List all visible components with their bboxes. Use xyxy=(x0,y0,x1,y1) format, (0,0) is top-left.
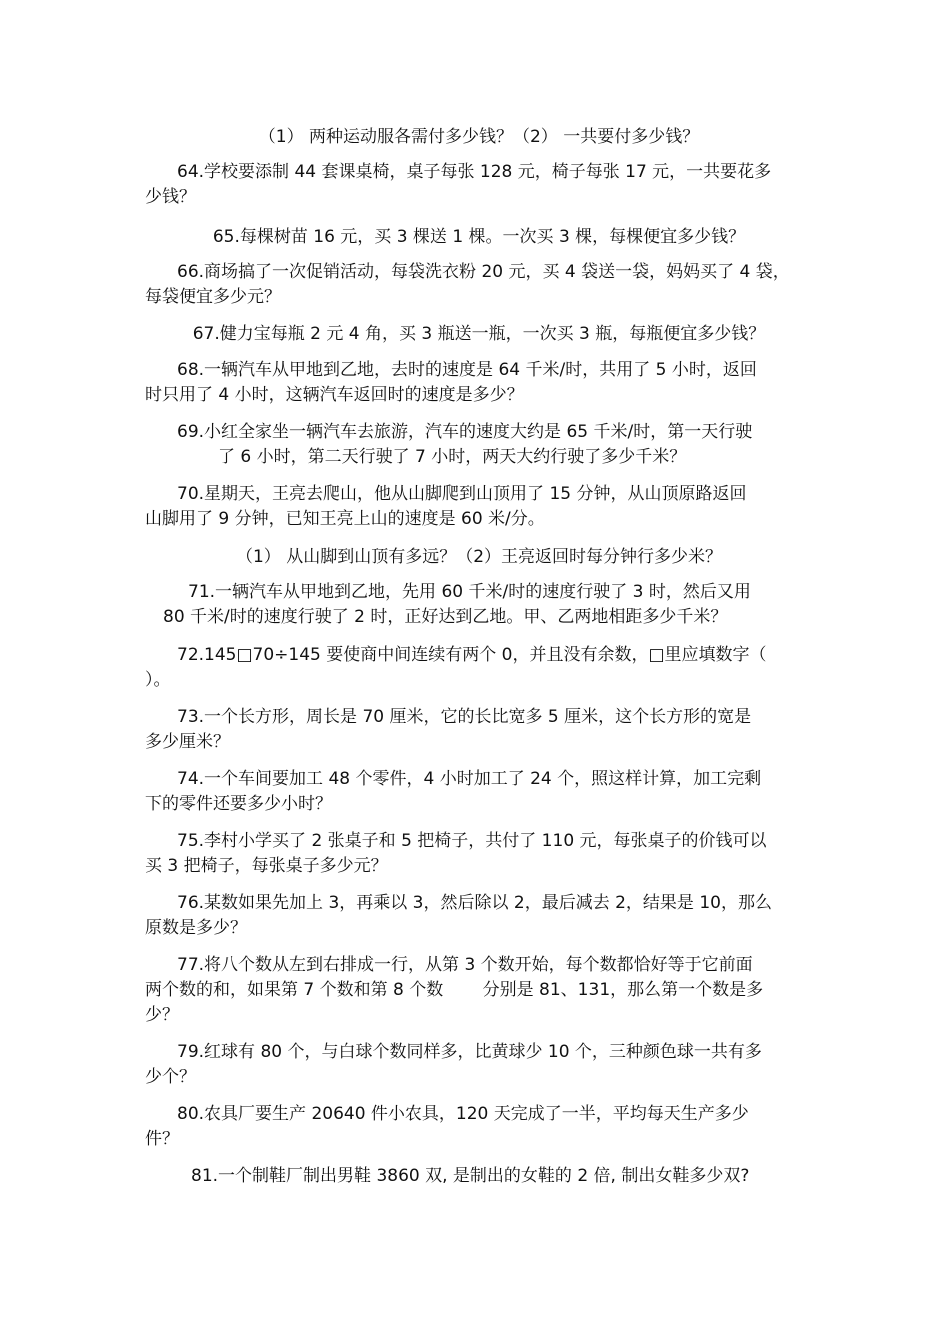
text-line: 74.一个车间要加工 48 个零件，4 小时加工了 24 个，照这样计算，加工完剩 xyxy=(177,769,762,789)
text-line: 69.小红全家坐一辆汽车去旅游，汽车的速度大约是 65 千米/时，第一天行驶 xyxy=(177,422,753,442)
problem-75 xyxy=(145,829,813,879)
text-line: 原数是多少？ xyxy=(145,918,247,938)
text-line: 下的零件还要多少小时？ xyxy=(145,794,332,814)
problem-71 xyxy=(145,580,813,630)
problem-69 xyxy=(145,420,813,470)
problem-65 xyxy=(145,225,813,250)
text-line: 68.一辆汽车从甲地到乙地，去时的速度是 64 千米/时，共用了 5 小时，返回 xyxy=(177,360,757,380)
problem-73 xyxy=(145,705,813,755)
text-line: 件？ xyxy=(145,1129,179,1149)
text-line: （1） 两种运动服各需付多少钱？（2） 一共要付多少钱？ xyxy=(258,127,700,147)
problem-68 xyxy=(145,358,813,408)
problem-67 xyxy=(145,322,813,347)
text-line: 了 6 小时，第二天行驶了 7 小时，两天大约行驶了多少千米？ xyxy=(218,447,687,467)
text-line: 79.红球有 80 个，与白球个数同样多，比黄球少 10 个，三种颜色球一共有多 xyxy=(177,1042,762,1062)
text-line: 少个？ xyxy=(145,1067,196,1087)
text-line: 73.一个长方形，周长是 70 厘米，它的长比宽多 5 厘米，这个长方形的宽是 xyxy=(177,707,752,727)
text-line: 67.健力宝每瓶 2 元 4 角，买 3 瓶送一瓶，一次买 3 瓶，每瓶便宜多少钱？ xyxy=(192,324,766,344)
problem-80 xyxy=(145,1102,813,1152)
text-line: ）。 xyxy=(145,670,171,690)
text-line: 71.一辆汽车从甲地到乙地，先用 60 千米/时的速度行驶了 3 时，然后又用 xyxy=(188,582,751,602)
text-line: 66.商场搞了一次促销活动，每袋洗衣粉 20 元，买 4 袋送一袋，妈妈买了 4 袋， xyxy=(177,262,790,282)
problem-64 xyxy=(145,160,813,210)
text-line: 72.145□70÷145 要使商中间连续有两个 0，并且没有余数，□里应填数字（ xyxy=(177,645,767,665)
text-line: 两个数的和，如果第 7 个数和第 8 个数 分别是 81、131，那么第一个数是多 xyxy=(145,980,764,1000)
text-line: 64.学校要添制 44 套课桌椅，桌子每张 128 元，椅子每张 17 元，一共要花多 xyxy=(177,162,772,182)
text-line: 70.星期天，王亮去爬山，他从山脚爬到山顶用了 15 分钟，从山顶原路返回 xyxy=(177,484,747,504)
text-line: 多少厘米？ xyxy=(145,732,230,752)
problem-70 xyxy=(145,482,813,532)
text-line: 少？ xyxy=(145,1005,179,1025)
problem-79 xyxy=(145,1040,813,1090)
text-line: 少钱？ xyxy=(145,187,196,207)
text-line: 每袋便宜多少元？ xyxy=(145,287,281,307)
text-line: 山脚用了 9 分钟，已知王亮上山的速度是 60 米/分。 xyxy=(145,509,545,529)
text-line: 77.将八个数从左到右排成一行，从第 3 个数开始，每个数都恰好等于它前面 xyxy=(177,955,753,975)
text-line: 81.一个制鞋厂制出男鞋 3860 双, 是制出的女鞋的 2 倍, 制出女鞋多少双? xyxy=(191,1166,750,1186)
problem-72 xyxy=(145,643,813,693)
text-line: 76.某数如果先加上 3，再乘以 3，然后除以 2，最后减去 2，结果是 10，那么 xyxy=(177,893,772,913)
problem-70-subquestions xyxy=(145,545,813,570)
text-line: （1） 从山脚到山顶有多远？（2）王亮返回时每分钟行多少米？ xyxy=(235,547,723,567)
text-line: 买 3 把椅子，每张桌子多少元？ xyxy=(145,856,388,876)
text-line: 时只用了 4 小时，这辆汽车返回时的速度是多少？ xyxy=(145,385,524,405)
text-line: 80.农具厂要生产 20640 件小农具，120 天完成了一半，平均每天生产多少 xyxy=(177,1104,749,1124)
problem-63-subquestions xyxy=(145,125,813,150)
problem-81 xyxy=(145,1164,813,1189)
problem-76 xyxy=(145,891,813,941)
text-line: 80 千米/时的速度行驶了 2 时，正好达到乙地。甲、乙两地相距多少千米？ xyxy=(163,607,728,627)
problem-66 xyxy=(145,260,813,310)
problem-77 xyxy=(145,953,813,1028)
problem-74 xyxy=(145,767,813,817)
text-line: 65.每棵树苗 16 元，买 3 棵送 1 棵。一次买 3 棵，每棵便宜多少钱？ xyxy=(212,227,746,247)
text-line: 75.李村小学买了 2 张桌子和 5 把椅子，共付了 110 元，每张桌子的价钱可以 xyxy=(177,831,767,851)
